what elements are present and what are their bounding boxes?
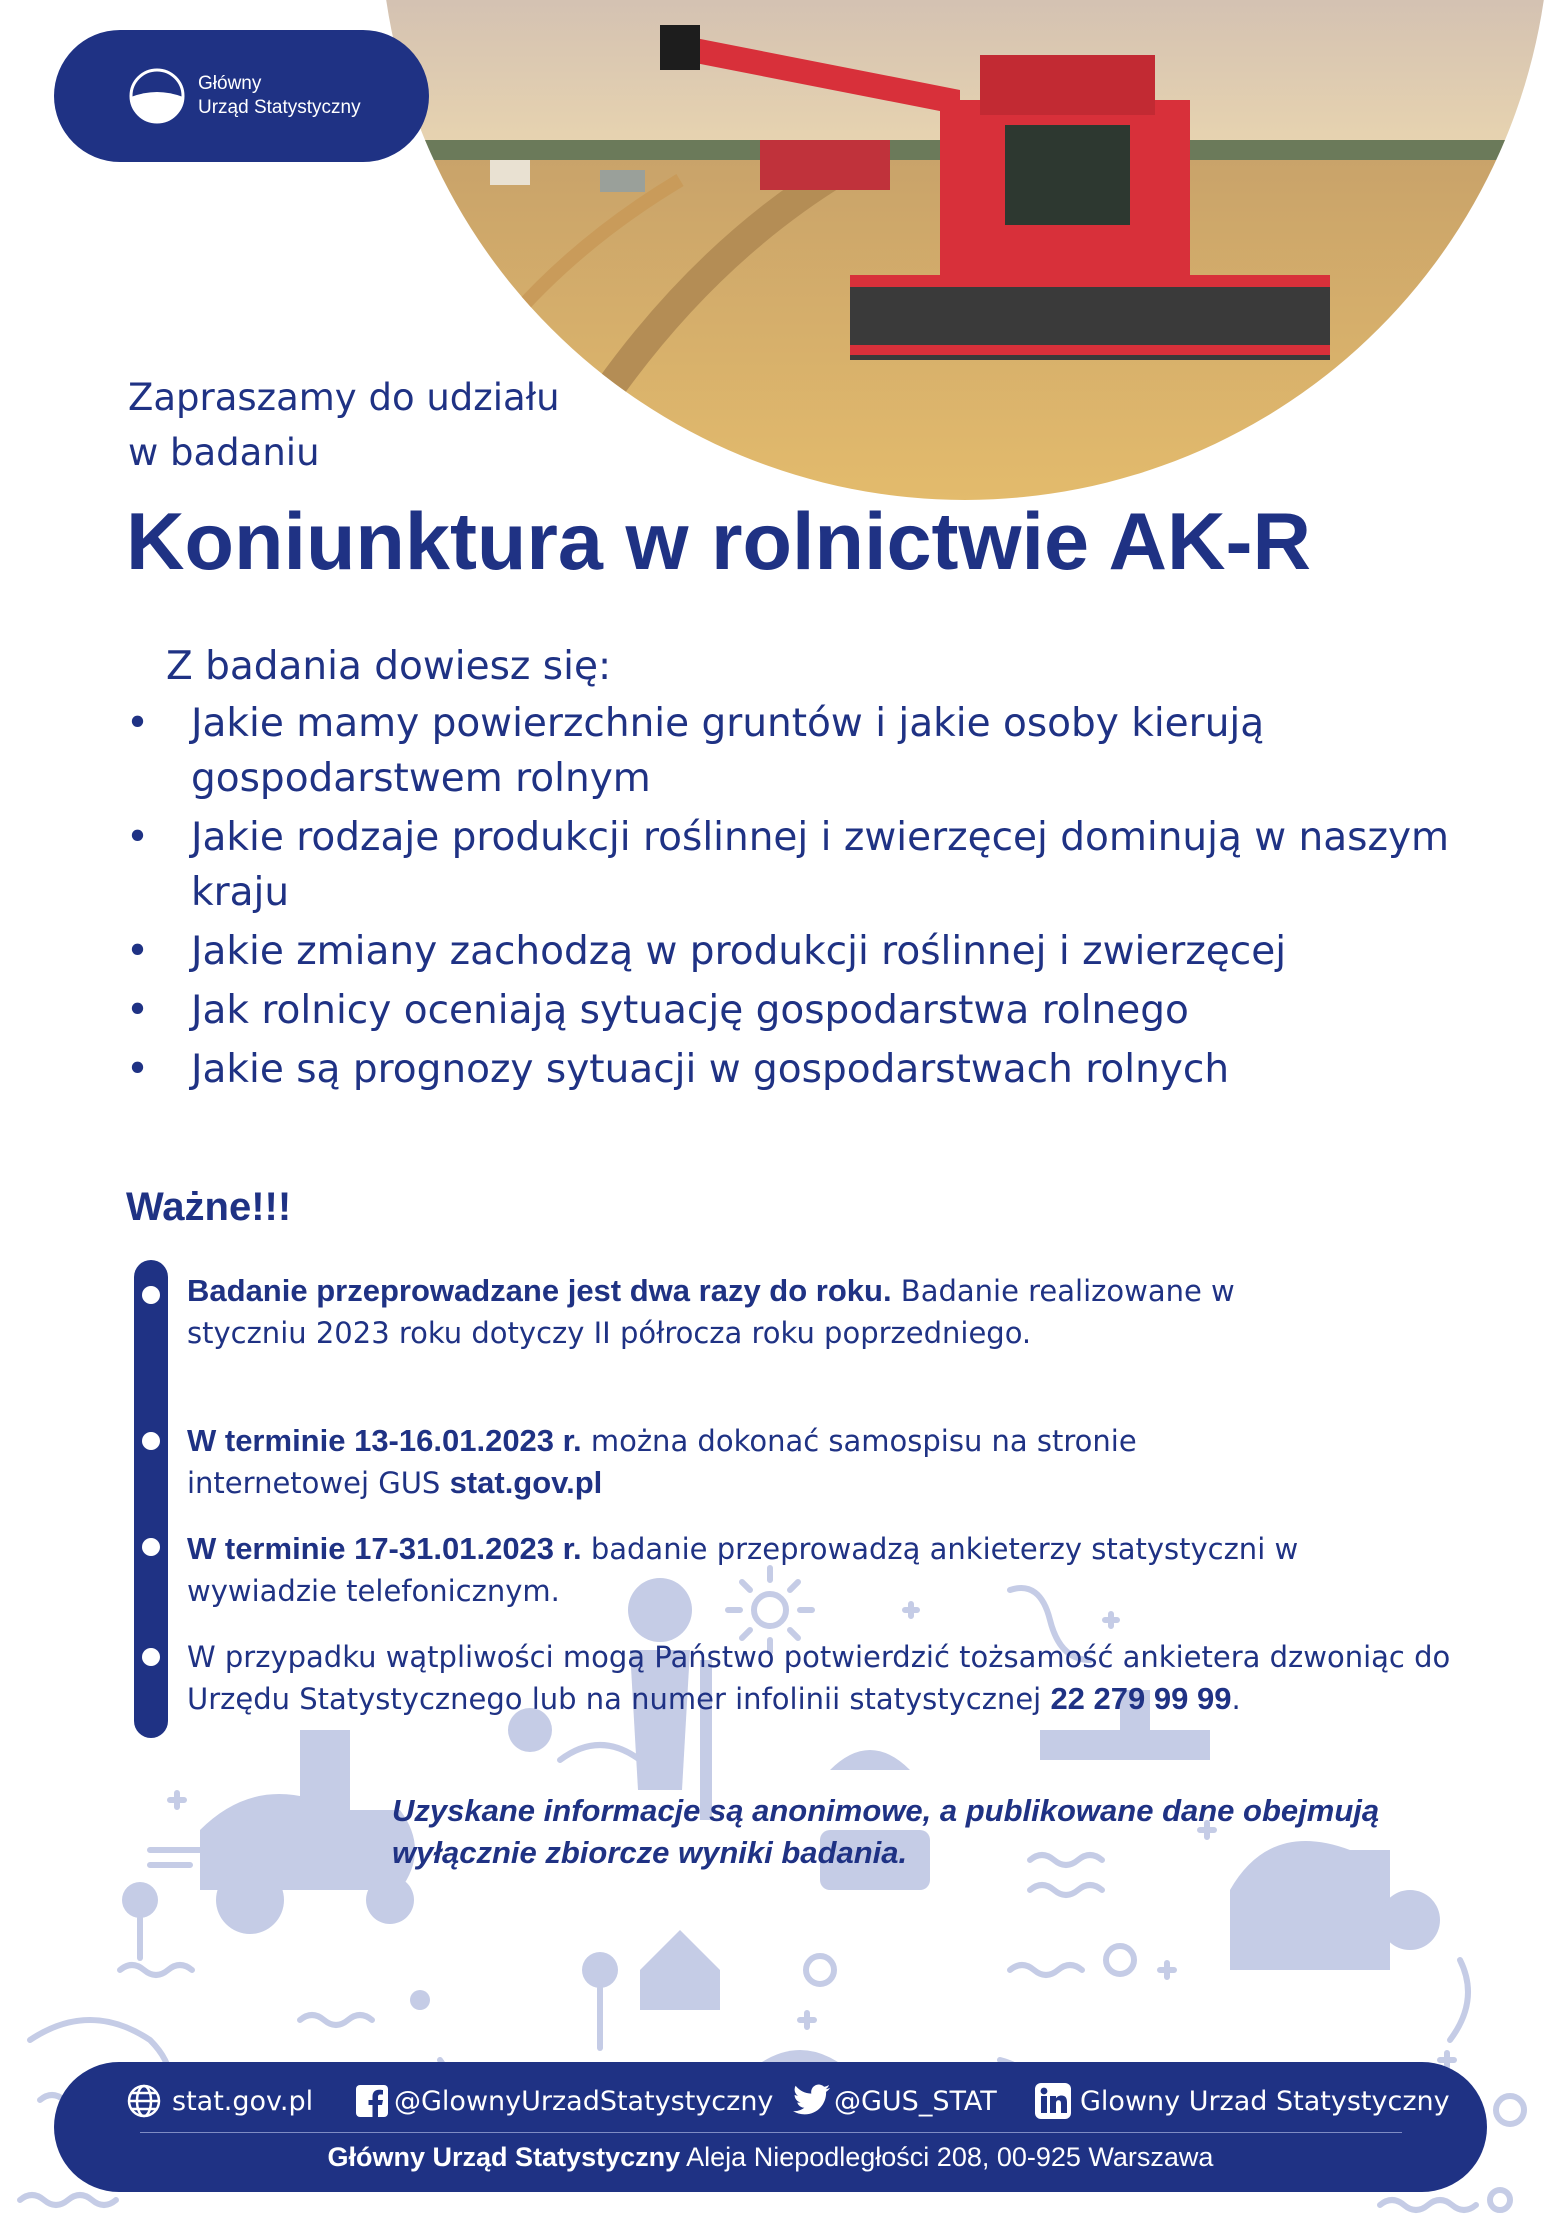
info-item bbox=[187, 1636, 1487, 1720]
info-item bbox=[187, 1528, 1337, 1612]
website-label: stat.gov.pl bbox=[172, 2085, 314, 2117]
hotline-number: 22 279 99 99 bbox=[1050, 1681, 1232, 1716]
footer-website[interactable] bbox=[126, 2080, 313, 2122]
footer-facebook[interactable] bbox=[354, 2080, 773, 2122]
info-item bbox=[187, 1420, 1237, 1504]
list-item: • Jakie mamy powierzchnie gruntów i jakie osoby kierują gospodarstwem rolnym bbox=[126, 696, 1456, 806]
twitter-label: @GUS_STAT bbox=[834, 2085, 997, 2117]
twitter-icon bbox=[792, 2084, 832, 2118]
info-bold: W terminie 17-31.01.2023 r. bbox=[187, 1531, 582, 1566]
info-period: . bbox=[1231, 1682, 1241, 1716]
intro-line1: Zapraszamy do udziału bbox=[128, 376, 560, 419]
org-name: Główny Urząd Statystyczny bbox=[327, 2142, 681, 2172]
footer-twitter[interactable] bbox=[792, 2080, 997, 2122]
info-item bbox=[187, 1270, 1287, 1354]
learn-list bbox=[126, 696, 1456, 1101]
info-text: W przypadku wątpliwości mogą Państwo potwierdzić tożsamość ankietera dzwoniąc do Urzędu Statystycznego lub na numer infolinii statystycznej bbox=[187, 1640, 1451, 1716]
list-item: • Jakie rodzaje produkcji roślinnej i zwierzęcej dominują w naszym kraju bbox=[126, 810, 1456, 920]
list-item: • Jakie są prognozy sytuacji w gospodarstwach rolnych bbox=[126, 1042, 1456, 1097]
linkedin-label: Glowny Urzad Statystyczny bbox=[1080, 2085, 1450, 2117]
linkedin-icon bbox=[1034, 2082, 1072, 2120]
learn-heading: Z badania dowiesz się: bbox=[166, 644, 612, 689]
globe-icon bbox=[126, 2083, 162, 2119]
important-heading: Ważne!!! bbox=[126, 1185, 292, 1229]
anonymity-note: Uzyskane informacje są anonimowe, a publikowane dane obejmują wyłącznie zbiorcze wyniki badania. bbox=[392, 1793, 1380, 1870]
list-item: • Jakie zmiany zachodzą w produkcji roślinnej i zwierzęcej bbox=[126, 924, 1456, 979]
info-text: można dokonać samospisu na stronie internetowej GUS bbox=[187, 1424, 1137, 1500]
facebook-label: @GlownyUrzadStatystyczny bbox=[394, 2085, 774, 2117]
footer-divider bbox=[140, 2132, 1402, 2133]
info-bold: W terminie 13-16.01.2023 r. bbox=[187, 1423, 582, 1458]
footer-linkedin[interactable] bbox=[1034, 2080, 1450, 2122]
footer-bar bbox=[54, 2062, 1487, 2192]
gus-logo bbox=[54, 30, 429, 162]
logo-line2: Urząd Statystyczny bbox=[198, 97, 361, 118]
list-item: • Jak rolnicy oceniają sytuację gospodarstwa rolnego bbox=[126, 983, 1456, 1038]
facebook-icon bbox=[354, 2083, 390, 2119]
page-title: Koniunktura w rolnictwie AK-R bbox=[126, 497, 1312, 587]
website-link[interactable]: stat.gov.pl bbox=[449, 1465, 603, 1500]
timeline-dot bbox=[142, 1538, 160, 1556]
timeline-dot bbox=[142, 1648, 160, 1666]
timeline-dot bbox=[142, 1286, 160, 1304]
info-text: badanie przeprowadzą ankieterzy statystyczni w wywiadzie telefonicznym. bbox=[187, 1532, 1299, 1608]
footer-address bbox=[54, 2142, 1487, 2173]
timeline-bar bbox=[134, 1260, 168, 1738]
intro-text bbox=[128, 370, 560, 480]
gus-logo-icon bbox=[128, 67, 186, 125]
info-text: Badanie realizowane w styczniu 2023 roku dotyczy II półrocza roku poprzedniego. bbox=[187, 1274, 1235, 1350]
info-bold: Badanie przeprowadzane jest dwa razy do roku. bbox=[187, 1273, 892, 1308]
address-text: Aleja Niepodległości 208, 00-925 Warszawa bbox=[686, 2142, 1214, 2172]
timeline-dot bbox=[142, 1432, 160, 1450]
intro-line2: w badaniu bbox=[128, 431, 320, 474]
logo-line1: Główny bbox=[198, 73, 262, 94]
